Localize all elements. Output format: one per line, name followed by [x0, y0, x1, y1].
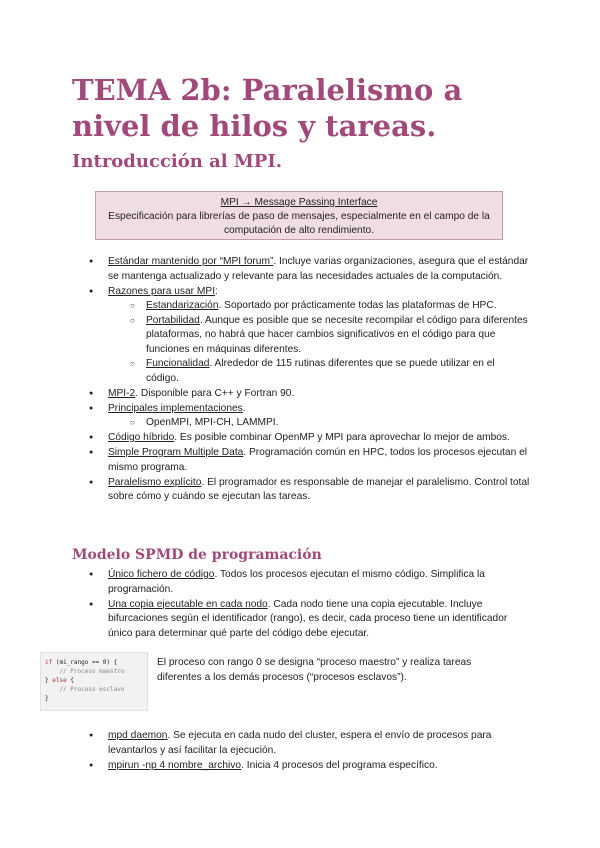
list-item: ● Una copia ejecutable en cada nodo. Cada nodo tiene una copia ejecutable. Incluye bifurcaciones según el identificador (rango), es decir, cada proceso tiene un identificador único para determinar qué parte del código debe ejecutar. [108, 598, 530, 642]
tools-bullet-list [108, 729, 530, 774]
code-line: // Proceso maestro [45, 668, 125, 675]
sub-list-item: ○ OpenMPI, MPI-CH, LAMMPI. [146, 416, 530, 431]
sub-list-item: ○ Portabilidad. Aunque es posible que se necesite recompilar el código para diferentes plataformas, no habrá que hacer cambios significativos en el código para que funciones en máquinas diferentes. [146, 314, 530, 358]
code-explanation: El proceso con rango 0 se designa “proceso maestro” y realiza tareas diferentes a los demás procesos (“procesos esclavos”). [157, 657, 472, 683]
list-item: ● Único fichero de código. Todos los procesos ejecutan el mismo código. Simplifica la programación. [108, 568, 530, 597]
list-item: ● Estándar mantenido por “MPI forum”. Incluye varias organizaciones, asegura que el estándar se mantenga actualizado y relevante para las necesidades actuales de la computación. [108, 255, 530, 284]
spmd-bullet-list [108, 568, 530, 642]
list-item: ● Paralelismo explícito. El programador es responsable de manejar el paralelismo. Control total sobre cómo y cuándo se ejecutan las tareas. [108, 476, 530, 505]
list-item: ● mpd daemon. Se ejecuta en cada nudo del cluster, espera el envío de procesos para levantarlos y así facilitar la ejecución. [108, 729, 530, 758]
list-item: ● MPI-2. Disponible para C++ y Fortran 90. [108, 387, 530, 402]
list-item: ● Principales implementaciones. ○ OpenMPI, MPI-CH, LAMMPI. [108, 402, 530, 431]
definition-callout [95, 191, 503, 240]
sub-list-item: ○ Estandarización. Soportado por prácticamente todas las plataformas de HPC. [146, 299, 530, 314]
code-snippet-image [40, 652, 148, 711]
intro-bullet-list [108, 255, 530, 505]
code-line: } [45, 695, 49, 702]
code-line: // Proceso esclavo [45, 686, 125, 693]
list-item: ● Simple Program Multiple Data. Programación común en HPC, todos los procesos ejecutan el mismo programa. [108, 446, 530, 475]
code-line: } else { [45, 677, 74, 684]
code-line: if (mi_rango == 0) { [45, 659, 118, 666]
list-item: ● Razones para usar MPI: ○ Estandarización. Soportado por prácticamente todas las plataformas de HPC. ○ Portabilidad. Aunque es posible que se necesite recompilar el código para diferentes plataformas, no habrá que hacer cambios significativos en el código para que funciones en máquinas diferentes. ○ Funcionalidad. Alrededor de 115 rutinas diferentes que se puede utilizar en el código. [108, 285, 530, 387]
sub-list [146, 416, 530, 431]
callout-text: Especificación para librerías de paso de mensajes, especialmente en el campo de la computación de alto rendimiento. [108, 211, 490, 236]
section-title-spmd: Modelo SPMD de programación [72, 547, 322, 563]
sub-list-item: ○ Funcionalidad. Alrededor de 115 rutinas diferentes que se puede utilizar en el código. [146, 357, 530, 386]
callout-heading: MPI → Message Passing Interface [220, 197, 378, 208]
sub-list [146, 299, 530, 386]
page-title: TEMA 2b: Paralelismo a nivel de hilos y tareas. [72, 73, 463, 143]
section-title-intro: Introducción al MPI. [72, 151, 283, 172]
list-item: ● mpirun -np 4 nombre_archivo. Inicia 4 procesos del programa específico. [108, 759, 530, 774]
list-item: ● Código híbrido. Es posible combinar OpenMP y MPI para aprovechar lo mejor de ambos. [108, 431, 530, 446]
